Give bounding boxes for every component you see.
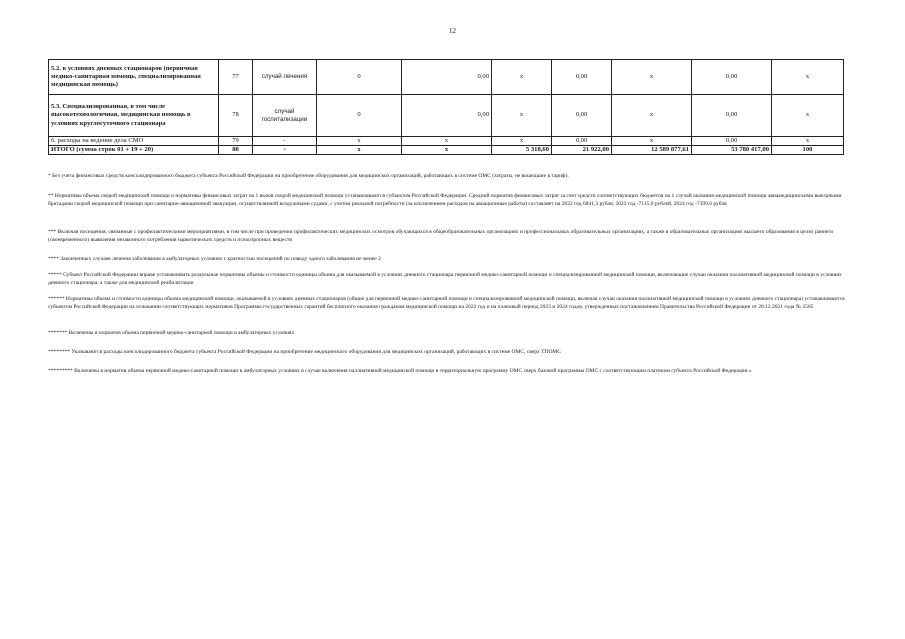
row-name: 5.3. Специализированная, в том числе высокотехнологичная, медицинская помощь в условиях круглосуточного стационара bbox=[49, 95, 219, 137]
row-unit: - bbox=[253, 137, 317, 146]
row-total-oms: 53 780 417,00 bbox=[692, 146, 772, 155]
row-cost-norm: 0,00 bbox=[402, 95, 492, 137]
row-per-capita-budget: x bbox=[492, 60, 552, 95]
row-per-capita-budget: x bbox=[492, 95, 552, 137]
table-row bbox=[49, 60, 844, 95]
row-total-oms: 0,00 bbox=[692, 95, 772, 137]
footnote: ********* Включены в норматив объема первичной медико-санитарной помощи в амбулаторных условиях в случае включения паллиативной медицинской помощи в территориальную программу ОМС сверх базовой программы ОМС с соответствующим платежом субъекта Российской Федерации » bbox=[48, 368, 752, 374]
row-line-number: 79 bbox=[219, 137, 253, 146]
row-per-capita-oms: 0,00 bbox=[552, 137, 612, 146]
footnote: ** Нормативы объема скорой медицинской помощи и нормативы финансовых затрат на 1 вызов скорой медицинской помощи устанавливаются субъектом Российской Федерации. Средний норматив финансовых затрат за счет средств соответствующих бюджетов на 1 случай оказания медицинской помощи авиамедицинскими выездными бригадами скорой медицинской помощи при санитарно-авиационной эвакуации, осуществляемой воздушными судами, с учетом реальной потребности (за исключением расходов на авиационные работы) составляет на 2022 год 6841,3 рубля, 2023 год -7115,0 рублей, 2024 год -7399,6 рубля bbox=[48, 193, 842, 207]
row-total-budget: x bbox=[612, 60, 692, 95]
row-percent: x bbox=[772, 60, 844, 95]
row-name: ИТОГО (сумма строк 01 + 19 + 20) bbox=[49, 146, 219, 155]
footnote: ******** Указываются расходы консолидированного бюджета субъекта Российской Федерации на приобретение медицинского оборудования для медицинских организаций, работающих в системе ОМС, сверх ТПОМС bbox=[48, 349, 561, 355]
footnote: * Без учета финансовых средств консолидированного бюджета субъекта Российской Федерации на приобретение оборудования для медицинских организаций, работающих в системе ОМС (затраты, не вошедшие в тариф). bbox=[48, 173, 569, 179]
row-per-capita-oms: 0,00 bbox=[552, 60, 612, 95]
row-per-capita-budget: 5 318,60 bbox=[492, 146, 552, 155]
row-line-number: 80 bbox=[219, 146, 253, 155]
row-total-oms: 0,00 bbox=[692, 137, 772, 146]
row-per-capita-oms: 21 922,00 bbox=[552, 146, 612, 155]
footnote: ***** Субъект Российской Федерации вправе устанавливать раздельные нормативы объемы и стоимости единицы объема для оказываемой в условиях дневного стационара первичной медико-санитарной помощи и специализированной медицинской помощи, включающие случаи оказания паллиативной медицинской помощи в условиях дневного стационара, а также для медицинской реабилитации bbox=[48, 272, 842, 286]
budget-table bbox=[48, 59, 844, 155]
row-per-capita-budget: x bbox=[492, 137, 552, 146]
page-number: 12 bbox=[449, 27, 456, 35]
row-total-oms: 0,00 bbox=[692, 60, 772, 95]
row-total-budget: x bbox=[612, 95, 692, 137]
row-per-capita-oms: 0,00 bbox=[552, 95, 612, 137]
row-percent: 100 bbox=[772, 146, 844, 155]
row-line-number: 77 bbox=[219, 60, 253, 95]
row-unit: случай госпитализации bbox=[253, 95, 317, 137]
row-volume-norm: 0 bbox=[317, 60, 402, 95]
row-line-number: 78 bbox=[219, 95, 253, 137]
row-total-budget: x bbox=[612, 137, 692, 146]
row-volume-norm: x bbox=[317, 146, 402, 155]
row-volume-norm: 0 bbox=[317, 95, 402, 137]
footnote: **** Законченных случаев лечения заболевания в амбулаторных условиях с кратностью посещений по поводу одного заболевания не менее 2 bbox=[48, 256, 381, 262]
row-unit: случай лечения bbox=[253, 60, 317, 95]
row-volume-norm: x bbox=[317, 137, 402, 146]
row-cost-norm: 0,00 bbox=[402, 60, 492, 95]
row-percent: x bbox=[772, 137, 844, 146]
row-name: 5.2. в условиях дневных стационаров (первичная медико-санитарная помощь, специализированная медицинская помощь) bbox=[49, 60, 219, 95]
table-row bbox=[49, 95, 844, 137]
row-percent: x bbox=[772, 95, 844, 137]
row-name: 6. расходы на ведение дела СМО bbox=[49, 137, 219, 146]
total-row bbox=[49, 146, 844, 155]
footnote: ******* Включены в норматив объема первичной медико-санитарной помощи в амбулаторных условиях bbox=[48, 330, 295, 336]
row-cost-norm: x bbox=[402, 146, 492, 155]
row-cost-norm: x bbox=[402, 137, 492, 146]
row-unit: - bbox=[253, 146, 317, 155]
footnote: *** Включая посещения, связанные с профилактическими мероприятиями, в том числе при проведении профилактических медицинских осмотров обучающихся в общеобразовательных организациях и профессиональных образовательных организациях, а также в образовательных организациях высшего образования в целях раннего (своевременного) выявления незаконного потребления наркотических средств и психотропных веществ bbox=[48, 229, 834, 243]
footnote: ****** Нормативы объема и стоимости единицы объема медицинской помощи, оказываемой в условиях дневных стационаров (общие для первичной медико-санитарной помощи и специализированной медицинской помощи, включая случаи оказания паллиативной медицинской помощи в условиях дневного стационара) устанавливаются субъектом Российской Федерации на основании соответствующих нормативов Программы государственных гарантий бесплатного оказания гражданам медицинской помощи на 2022 год и на плановый период 2023 и 2024 годов, утвержденных постановлением Правительства Российской Федерации от 28.12.2021 года № 2505 bbox=[48, 296, 845, 310]
table-row bbox=[49, 137, 844, 146]
row-total-budget: 12 589 877,61 bbox=[612, 146, 692, 155]
